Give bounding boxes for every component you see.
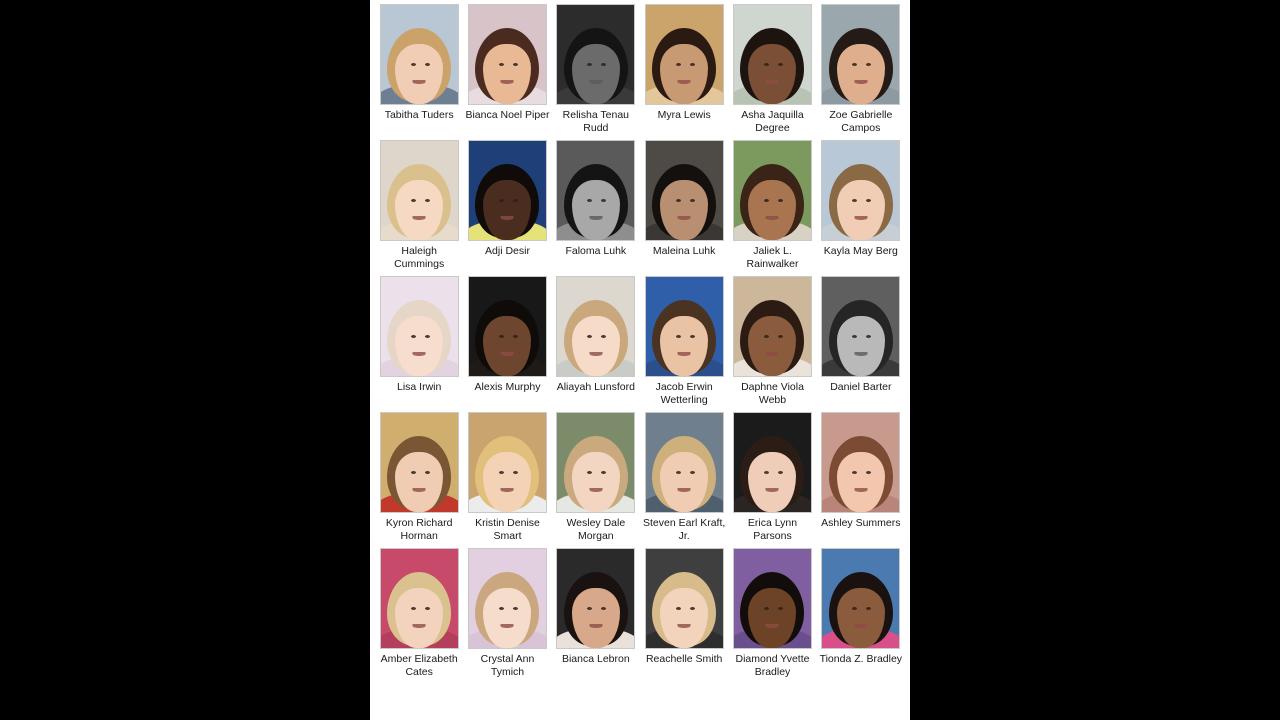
photo-cell[interactable]	[463, 548, 551, 684]
photo-caption: Asha Jaquilla Degree	[741, 109, 804, 134]
portrait-photo[interactable]	[733, 412, 812, 513]
portrait-photo[interactable]	[380, 140, 459, 241]
photo-cell[interactable]	[463, 276, 551, 412]
photo-cell[interactable]	[728, 276, 816, 412]
photo-caption: Bianca Noel Piper	[465, 109, 550, 121]
portrait-photo[interactable]	[556, 412, 635, 513]
photo-caption: Relisha Tenau Rudd	[562, 109, 629, 134]
portrait-photo[interactable]	[733, 4, 812, 105]
photo-caption: Crystal Ann Tymich	[480, 653, 535, 678]
photo-caption: Alexis Murphy	[474, 381, 541, 393]
portrait-photo[interactable]	[380, 276, 459, 377]
photo-caption: Zoe Gabrielle Campos	[829, 109, 893, 134]
photo-cell[interactable]	[375, 548, 463, 684]
photo-cell[interactable]	[375, 140, 463, 276]
photo-caption: Steven Earl Kraft, Jr.	[643, 517, 726, 542]
portrait-photo[interactable]	[468, 140, 547, 241]
portrait-photo[interactable]	[821, 4, 900, 105]
portrait-photo[interactable]	[380, 4, 459, 105]
photo-caption: Myra Lewis	[657, 109, 711, 121]
photo-caption: Daphne Viola Webb	[741, 381, 804, 406]
photo-caption: Aliayah Lunsford	[556, 381, 635, 393]
photo-caption: Jacob Erwin Wetterling	[655, 381, 713, 406]
photo-cell[interactable]	[463, 140, 551, 276]
portrait-photo[interactable]	[380, 548, 459, 649]
photo-cell[interactable]	[375, 276, 463, 412]
photo-caption: Kayla May Berg	[823, 245, 898, 257]
portrait-photo[interactable]	[556, 548, 635, 649]
photo-cell[interactable]	[375, 4, 463, 140]
missing-children-photo-grid	[370, 0, 910, 684]
photo-caption: Lisa Irwin	[396, 381, 442, 393]
photo-sheet	[370, 0, 910, 720]
portrait-photo[interactable]	[821, 276, 900, 377]
photo-cell[interactable]	[463, 4, 551, 140]
portrait-photo[interactable]	[556, 276, 635, 377]
photo-cell[interactable]	[552, 548, 640, 684]
photo-caption: Amber Elizabeth Cates	[380, 653, 458, 678]
photo-cell[interactable]	[552, 412, 640, 548]
photo-caption: Faloma Luhk	[565, 245, 627, 257]
photo-caption: Haleigh Cummings	[394, 245, 445, 270]
portrait-photo[interactable]	[733, 276, 812, 377]
photo-cell[interactable]	[640, 412, 728, 548]
photo-cell[interactable]	[552, 4, 640, 140]
photo-caption: Bianca Lebron	[561, 653, 630, 665]
portrait-photo[interactable]	[645, 412, 724, 513]
portrait-photo[interactable]	[380, 412, 459, 513]
photo-cell[interactable]	[728, 548, 816, 684]
photo-caption: Maleina Luhk	[652, 245, 716, 257]
portrait-photo[interactable]	[645, 548, 724, 649]
photo-caption: Ashley Summers	[821, 517, 901, 529]
photo-caption: Tionda Z. Bradley	[819, 653, 903, 665]
photo-caption: Erica Lynn Parsons	[747, 517, 798, 542]
photo-caption: Daniel Barter	[830, 381, 892, 393]
photo-cell[interactable]	[728, 4, 816, 140]
photo-caption: Adji Desir	[485, 245, 530, 257]
photo-cell[interactable]	[552, 140, 640, 276]
portrait-photo[interactable]	[468, 548, 547, 649]
photo-cell[interactable]	[728, 412, 816, 548]
photo-cell[interactable]	[375, 412, 463, 548]
photo-caption: Jaliek L. Rainwalker	[746, 245, 799, 270]
portrait-photo[interactable]	[645, 140, 724, 241]
photo-cell[interactable]	[552, 276, 640, 412]
photo-cell[interactable]	[463, 412, 551, 548]
photo-caption: Tabitha Tuders	[384, 109, 454, 121]
photo-cell[interactable]	[817, 548, 905, 684]
portrait-photo[interactable]	[821, 412, 900, 513]
photo-cell[interactable]	[640, 276, 728, 412]
portrait-photo[interactable]	[733, 140, 812, 241]
portrait-photo[interactable]	[821, 140, 900, 241]
photo-caption: Diamond Yvette Bradley	[735, 653, 810, 678]
portrait-photo[interactable]	[468, 4, 547, 105]
photo-caption: Kristin Denise Smart	[475, 517, 540, 542]
portrait-photo[interactable]	[556, 4, 635, 105]
portrait-photo[interactable]	[645, 276, 724, 377]
photo-caption: Reachelle Smith	[645, 653, 723, 665]
photo-cell[interactable]	[817, 4, 905, 140]
portrait-photo[interactable]	[556, 140, 635, 241]
photo-cell[interactable]	[640, 4, 728, 140]
portrait-photo[interactable]	[468, 412, 547, 513]
photo-cell[interactable]	[817, 140, 905, 276]
portrait-photo[interactable]	[733, 548, 812, 649]
photo-cell[interactable]	[817, 276, 905, 412]
photo-cell[interactable]	[640, 548, 728, 684]
photo-caption: Wesley Dale Morgan	[566, 517, 626, 542]
photo-cell[interactable]	[728, 140, 816, 276]
portrait-photo[interactable]	[645, 4, 724, 105]
photo-caption: Kyron Richard Horman	[385, 517, 453, 542]
portrait-photo[interactable]	[821, 548, 900, 649]
portrait-photo[interactable]	[468, 276, 547, 377]
photo-cell[interactable]	[640, 140, 728, 276]
photo-cell[interactable]	[817, 412, 905, 548]
